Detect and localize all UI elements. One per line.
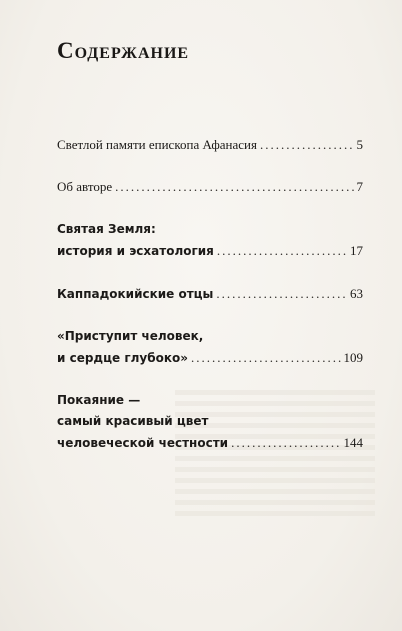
toc-page-number: 7 <box>356 179 363 194</box>
toc-page-number: 109 <box>343 350 363 365</box>
toc-page-number: 5 <box>356 137 363 152</box>
toc-entry-title: самый красивый цвет <box>57 414 209 428</box>
toc-entry-title: «Приступит человек, <box>57 329 204 343</box>
toc-entry[interactable] <box>57 326 363 369</box>
toc-entry[interactable] <box>57 283 363 305</box>
toc-entry-title: и сердце глубоко» <box>57 351 188 365</box>
toc-page-number: 17 <box>350 243 363 258</box>
leader-dots <box>191 347 341 368</box>
toc-entry-title: Об авторе <box>57 179 113 194</box>
leader-dots <box>260 134 354 155</box>
toc-entry[interactable] <box>57 219 363 262</box>
leader-dots <box>115 176 353 197</box>
toc-entry-title: Светлой памяти епископа Афанасия <box>57 137 257 152</box>
table-of-contents <box>57 134 363 454</box>
toc-entry-title: Каппадокийские отцы <box>57 287 214 301</box>
toc-entry[interactable] <box>57 390 363 454</box>
leader-dots <box>216 283 347 304</box>
page-title: Содержание <box>57 38 190 63</box>
toc-page-number: 144 <box>343 435 363 450</box>
show-through-title <box>255 88 263 122</box>
leader-dots <box>231 432 340 453</box>
leader-dots <box>217 240 347 261</box>
toc-page-number: 63 <box>350 286 363 301</box>
toc-entry-title: Святая Земля: <box>57 222 156 236</box>
toc-entry-title: история и эсхатология <box>57 244 214 258</box>
toc-entry-title: человеческой честности <box>57 436 229 450</box>
toc-entry-title: Покаяние — <box>57 393 141 407</box>
toc-entry[interactable] <box>57 176 363 197</box>
toc-entry[interactable] <box>57 134 363 155</box>
